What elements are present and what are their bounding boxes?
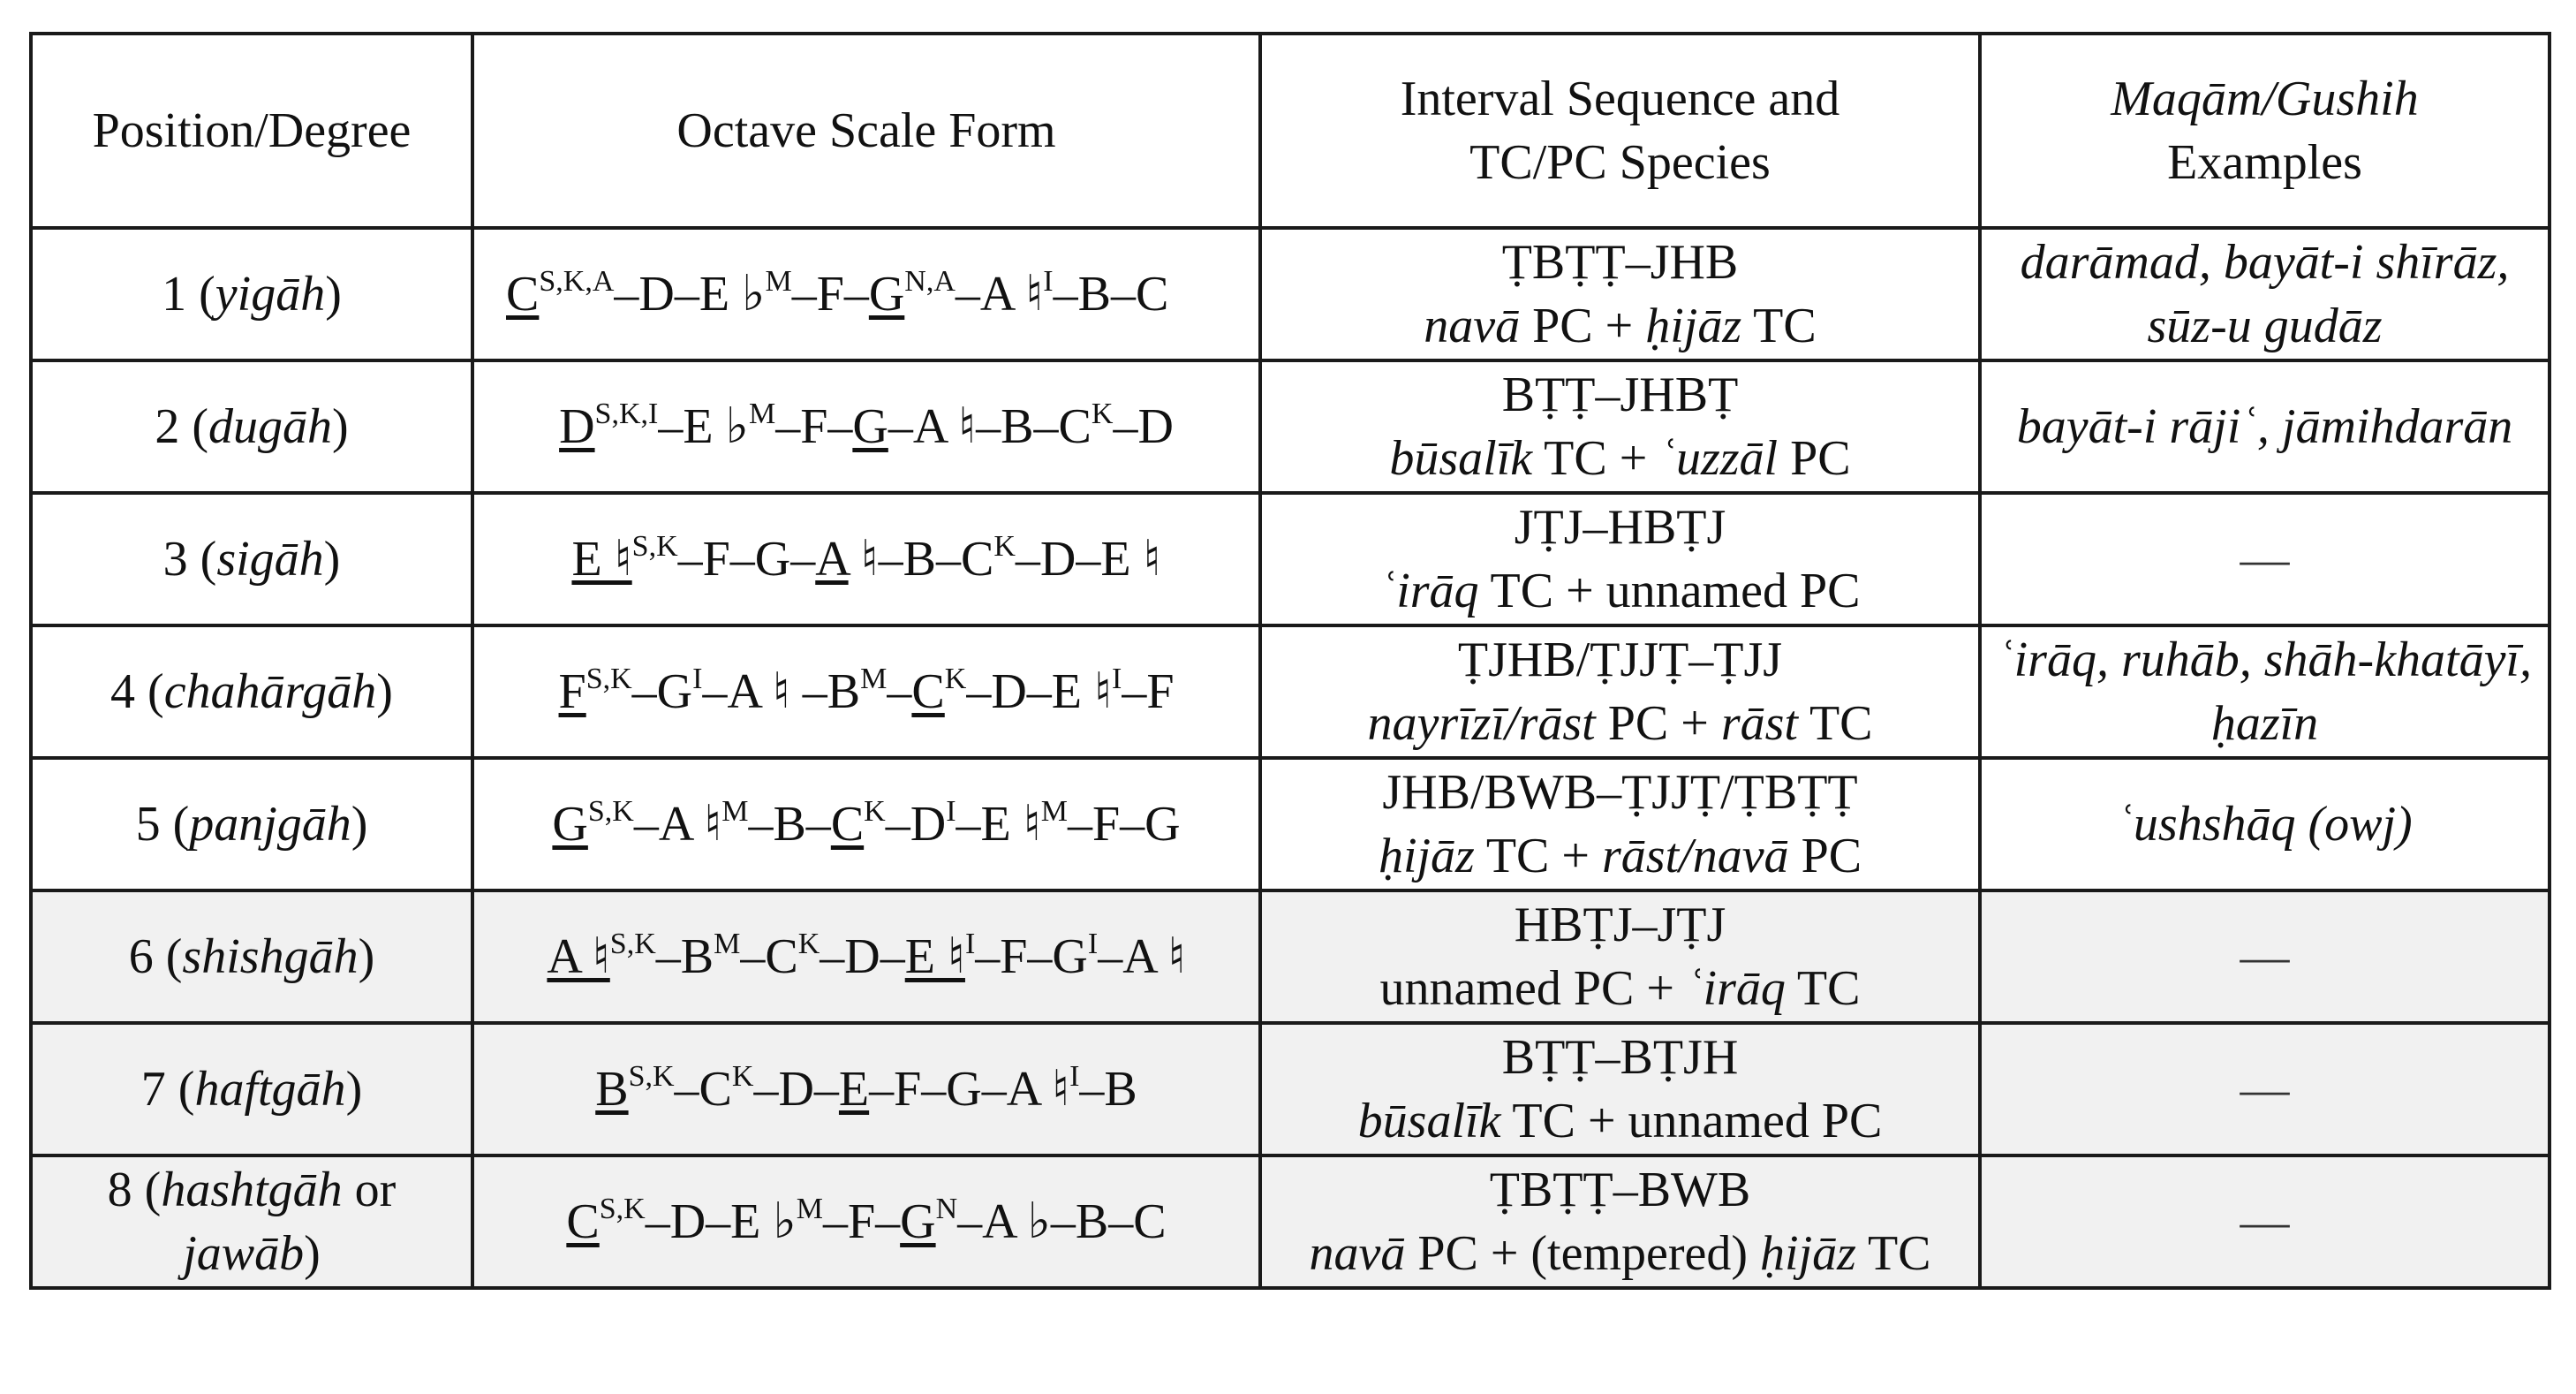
species-label: [1424, 299, 1816, 353]
scale-note-underlined: G: [552, 797, 588, 852]
interval-sequence-cell: ṬBṬṬ–JHB navā PC + ḥijāz TC: [1260, 228, 1980, 360]
scale-superscript: M: [860, 663, 888, 695]
scale-superscript: K: [1091, 398, 1114, 430]
scale-superscript: N: [935, 1193, 958, 1225]
species-text: nayrīzī/rāst: [1367, 696, 1596, 751]
scale-superscript: K: [993, 530, 1016, 563]
scale-note-text: –B–C: [1053, 267, 1169, 322]
scale-superscript: M: [1040, 795, 1068, 828]
scale-note-underlined: A: [815, 532, 849, 587]
scale-form-cell: [472, 228, 1260, 360]
scale-note-underlined: G: [852, 399, 888, 454]
scale-note-text: –F–G: [975, 929, 1088, 984]
species-text: būsalīk: [1357, 1094, 1501, 1148]
scale-superscript: M: [796, 1193, 823, 1225]
scale-superscript: M: [765, 265, 792, 298]
scale-note-underlined: D: [559, 399, 595, 454]
scale-form-cell: [472, 758, 1260, 890]
species-text: PC +: [1520, 299, 1646, 353]
species-text: ḥijāz: [1760, 1226, 1856, 1281]
scale-superscript: K: [944, 663, 967, 695]
scale-superscript: S,K: [628, 1060, 675, 1093]
position-degree-cell: 3 (sigāh): [31, 493, 472, 625]
species-text: navā: [1424, 299, 1521, 353]
scale-note-underlined: E: [838, 1062, 870, 1117]
table-row: [31, 493, 2550, 625]
scale-superscript: S,K: [585, 663, 632, 695]
scale-superscript: N,A: [904, 265, 956, 298]
scale-note-text: –E ♭: [658, 399, 749, 454]
header-interval-sequence: Interval Sequence and TC/PC Species: [1260, 34, 1980, 228]
scale-form-cell: [472, 493, 1260, 625]
table-row: [31, 890, 2550, 1023]
scale-superscript: S,K: [587, 795, 634, 828]
scale-superscript: I: [946, 795, 956, 828]
species-text: TC: [1741, 299, 1817, 353]
examples-cell: —: [1980, 493, 2550, 625]
scale-form-cell: [472, 360, 1260, 493]
scale-note-text: –F: [1122, 664, 1175, 719]
interval-sequence-cell: HBṬJ–JṬJ unnamed PC + ʿirāq TC: [1260, 890, 1980, 1023]
scale-note-text: –A ♮ –B: [702, 664, 861, 719]
interval-sequence-cell: JṬJ–HBṬJ ʿirāq TC + unnamed PC: [1260, 493, 1980, 625]
scale-note-underlined: E ♮: [571, 532, 632, 587]
species-text: ḥijāz: [1378, 829, 1475, 883]
scale-superscript: I: [1069, 1060, 1080, 1093]
table-row: [31, 625, 2550, 758]
scale-note-text: –D–: [753, 1062, 839, 1117]
scale-note-text: –C: [740, 929, 798, 984]
species-text: PC: [1788, 829, 1862, 883]
species-label: [1379, 829, 1862, 883]
scale-form-cell: [472, 890, 1260, 1023]
scale-note-text: –B–: [748, 797, 831, 852]
scale-note-text: –F–: [822, 1194, 901, 1249]
species-text: unnamed PC +: [1379, 961, 1687, 1016]
scale-superscript: I: [692, 663, 703, 695]
position-degree-cell: 8 (hashtgāh or jawāb): [31, 1155, 472, 1288]
species-text: PC: [1778, 431, 1851, 486]
scale-note-text: –B: [1079, 1062, 1137, 1117]
scale-note-text: –F–: [791, 267, 869, 322]
header-position-degree: Position/Degree: [31, 34, 472, 228]
species-label: [1380, 961, 1861, 1016]
scale-note-underlined: G: [868, 267, 905, 322]
scale-note-text: –F–G–A ♮: [869, 1062, 1070, 1117]
examples-cell: ʿushshāq (owj): [1980, 758, 2550, 890]
scale-note-text: –B: [655, 929, 714, 984]
examples-cell: darāmad, bayāt-i shīrāz, sūz-u gudāz: [1980, 228, 2550, 360]
scale-superscript: M: [748, 398, 776, 430]
position-degree-cell: 6 (shishgāh): [31, 890, 472, 1023]
position-degree-cell: 5 (panjgāh): [31, 758, 472, 890]
scale-superscript: S,K: [631, 530, 678, 563]
table-row: [31, 1155, 2550, 1288]
scale-note-underlined: C: [830, 797, 865, 852]
scale-note-text: –A ♮: [633, 797, 722, 852]
scale-note-text: –D–E ♮: [966, 664, 1112, 719]
species-label: [1367, 696, 1872, 751]
species-label: [1358, 1094, 1883, 1148]
scale-table-container: [29, 32, 2548, 1290]
scale-superscript: I: [1043, 265, 1054, 298]
scale-note-underlined: B: [595, 1062, 629, 1117]
scale-superscript: S,K: [599, 1193, 646, 1225]
scale-note-text: –A ♮–B–C: [888, 399, 1092, 454]
scale-superscript: S,K,I: [594, 398, 659, 430]
scale-note-text: –F–G–: [677, 532, 816, 587]
species-label: [1380, 564, 1861, 618]
scale-note-underlined: G: [900, 1194, 936, 1249]
interval-sequence-cell: ṬBṬṬ–BWB navā PC + (tempered) ḥijāz TC: [1260, 1155, 1980, 1288]
table-row: [31, 360, 2550, 493]
interval-sequence-cell: JHB/BWB–ṬJJṬ/ṬBṬṬ ḥijāz TC + rāst/navā PC: [1260, 758, 1980, 890]
scale-note-text: –F–: [775, 399, 853, 454]
scale-note-underlined: F: [558, 664, 586, 719]
scale-superscript: I: [1111, 663, 1122, 695]
scale-note-text: –A ♭–B–C: [957, 1194, 1167, 1249]
species-text: TC + unnamed PC: [1500, 1094, 1883, 1148]
scale-superscript: S,K,A: [539, 265, 615, 298]
species-text: TC: [1785, 961, 1861, 1016]
scale-superscript: M: [714, 928, 741, 960]
scale-note-underlined: E ♮: [904, 929, 965, 984]
table-row: [31, 228, 2550, 360]
species-label: [1389, 431, 1850, 486]
species-text: būsalīk: [1389, 431, 1533, 486]
scale-superscript: S,K: [609, 928, 656, 960]
scale-form-cell: [472, 1155, 1260, 1288]
scale-note-underlined: C: [911, 664, 945, 719]
scale-note-text: –G: [631, 664, 693, 719]
position-degree-cell: 7 (haftgāh): [31, 1023, 472, 1155]
scale-note-text: ♮–B–C: [848, 532, 994, 587]
scale-note-text: –F–G: [1067, 797, 1181, 852]
scale-note-text: –D: [885, 797, 947, 852]
table-row: [31, 1023, 2550, 1155]
species-text: PC + (tempered): [1405, 1226, 1761, 1281]
species-text: navā: [1309, 1226, 1406, 1281]
scale-note-text: –D–: [820, 929, 905, 984]
species-text: ʿirāq: [1379, 564, 1479, 618]
species-text: TC + unnamed PC: [1478, 564, 1861, 618]
scale-superscript: M: [721, 795, 749, 828]
scale-note-text: –A ♮: [955, 267, 1044, 322]
examples-cell: ʿirāq, ruhāb, shāh-khatāyī, ḥazīn: [1980, 625, 2550, 758]
examples-cell: bayāt-i rājiʿ, jāmihdarān: [1980, 360, 2550, 493]
scale-note-text: –D: [1113, 399, 1174, 454]
species-text: PC +: [1595, 696, 1721, 751]
header-maqam-examples: Maqām/Gushih Examples: [1980, 34, 2550, 228]
species-text: rāst/navā: [1602, 829, 1789, 883]
scale-note-underlined: C: [566, 1194, 600, 1249]
scale-note-text: –E ♮: [956, 797, 1041, 852]
scale-superscript: K: [731, 1060, 754, 1093]
scale-note-text: –D–E ♭: [645, 1194, 797, 1249]
examples-cell: —: [1980, 890, 2550, 1023]
scale-form-cell: [472, 625, 1260, 758]
scale-superscript: K: [864, 795, 886, 828]
examples-cell: —: [1980, 1023, 2550, 1155]
species-text: ḥijāz: [1645, 299, 1742, 353]
scale-note-text: –D–E ♮: [1015, 532, 1161, 587]
position-degree-cell: 1 (yigāh): [31, 228, 472, 360]
header-row: [31, 34, 2550, 228]
species-text: TC +: [1474, 829, 1602, 883]
scale-note-text: –A ♮: [1098, 929, 1186, 984]
examples-cell: —: [1980, 1155, 2550, 1288]
octave-scale-table: [29, 32, 2551, 1290]
interval-sequence-cell: BṬṬ–BṬJH būsalīk TC + unnamed PC: [1260, 1023, 1980, 1155]
species-text: TC: [1797, 696, 1873, 751]
scale-superscript: I: [1087, 928, 1099, 960]
scale-note-underlined: A ♮: [547, 929, 610, 984]
scale-note-underlined: C: [506, 267, 540, 322]
scale-superscript: K: [797, 928, 820, 960]
position-degree-cell: 4 (chahārgāh): [31, 625, 472, 758]
species-text: TC: [1855, 1226, 1931, 1281]
table-row: [31, 758, 2550, 890]
species-text: ʿirāq: [1686, 961, 1786, 1016]
scale-form-cell: [472, 1023, 1260, 1155]
interval-sequence-cell: ṬJHB/ṬJJṬ–ṬJJ nayrīzī/rāst PC + rāst TC: [1260, 625, 1980, 758]
scale-note-text: –C: [674, 1062, 732, 1117]
scale-superscript: I: [964, 928, 976, 960]
species-text: rāst: [1720, 696, 1798, 751]
species-label: [1309, 1226, 1930, 1281]
species-text: TC +: [1532, 431, 1660, 486]
scale-note-text: –: [887, 664, 912, 719]
species-text: ʿuzzāl: [1659, 431, 1779, 486]
interval-sequence-cell: BṬṬ–JHBṬ būsalīk TC + ʿuzzāl PC: [1260, 360, 1980, 493]
position-degree-cell: 2 (dugāh): [31, 360, 472, 493]
header-octave-scale-form: Octave Scale Form: [472, 34, 1260, 228]
scale-note-text: –D–E ♭: [614, 267, 766, 322]
